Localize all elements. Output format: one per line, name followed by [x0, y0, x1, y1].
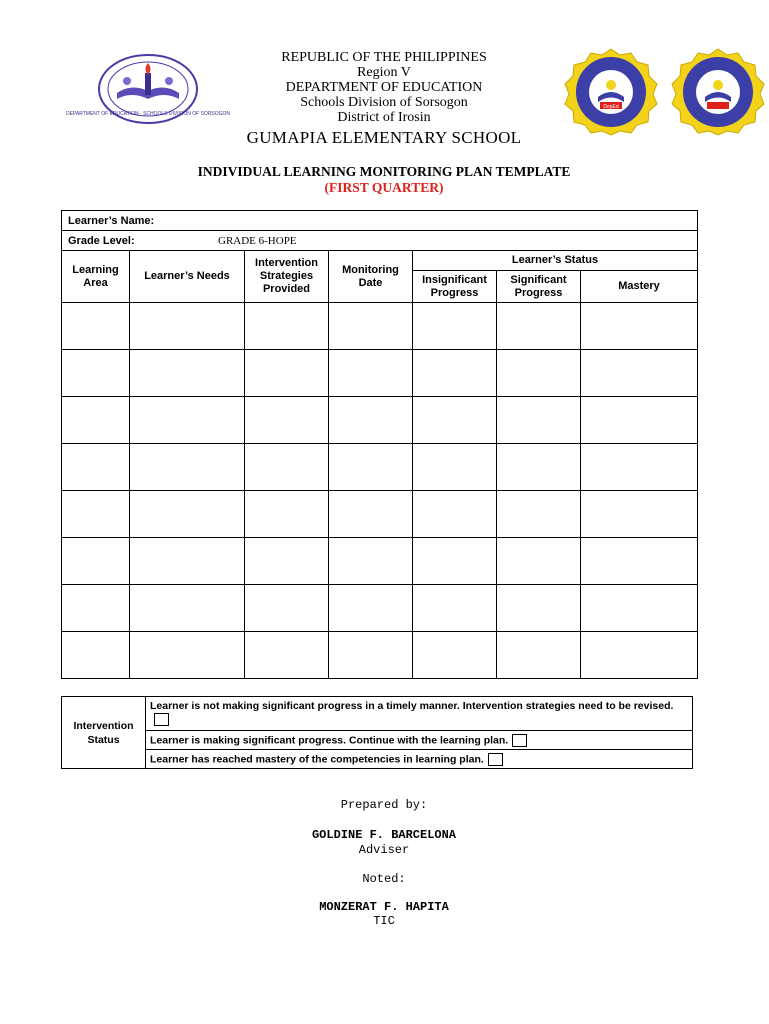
status-option-mastery[interactable]: [146, 750, 693, 769]
table-cell[interactable]: [245, 585, 329, 632]
table-cell[interactable]: [497, 397, 581, 444]
header-republic: REPUBLIC OF THE PHILIPPINES: [281, 50, 487, 65]
monitoring-table: [61, 210, 698, 679]
table-cell[interactable]: [497, 491, 581, 538]
table-cell[interactable]: [245, 303, 329, 350]
prepared-by-label: Prepared by:: [340, 798, 428, 812]
table-cell[interactable]: [413, 585, 497, 632]
table-cell[interactable]: [581, 350, 698, 397]
col-learners-status: Learner’s Status: [413, 251, 698, 271]
table-cell[interactable]: [62, 303, 130, 350]
table-cell[interactable]: [497, 444, 581, 491]
school-name: GUMAPIA ELEMENTARY SCHOOL: [246, 128, 522, 147]
table-cell[interactable]: [62, 585, 130, 632]
table-cell[interactable]: [581, 303, 698, 350]
status-option-mastery-text: Learner has reached mastery of the competencies in learning plan.: [150, 752, 484, 765]
table-cell[interactable]: [62, 444, 130, 491]
col-intervention-strategies: Intervention Strategies Provided: [245, 251, 329, 303]
table-cell[interactable]: [329, 397, 413, 444]
table-cell[interactable]: [130, 350, 245, 397]
title-main: INDIVIDUAL LEARNING MONITORING PLAN TEMPLATE: [197, 164, 571, 179]
status-option-revise[interactable]: [146, 697, 693, 731]
school-seal-inner-text: DepEd: [603, 104, 619, 110]
learner-name-label: Learner’s Name:: [68, 214, 155, 227]
table-cell[interactable]: [62, 350, 130, 397]
table-row: [62, 585, 698, 632]
status-option-continue-text: Learner is making significant progress. Continue with the learning plan.: [150, 733, 509, 746]
grade-level-row: [62, 231, 698, 251]
table-cell[interactable]: [413, 444, 497, 491]
table-cell[interactable]: [329, 585, 413, 632]
table-cell[interactable]: [581, 538, 698, 585]
table-row: [62, 632, 698, 679]
title-quarter: (FIRST QUARTER): [324, 180, 444, 195]
table-cell[interactable]: [329, 538, 413, 585]
table-cell[interactable]: [497, 350, 581, 397]
col-learners-needs: Learner’s Needs: [130, 251, 245, 303]
table-cell[interactable]: [245, 444, 329, 491]
table-cell[interactable]: [62, 397, 130, 444]
table-row: [62, 397, 698, 444]
status-option-continue[interactable]: [146, 731, 693, 750]
noter-role: TIC: [373, 914, 395, 928]
table-cell[interactable]: [329, 491, 413, 538]
col-significant-progress: Significant Progress: [497, 271, 581, 303]
noter-name: MONZERAT F. HAPITA: [319, 900, 449, 914]
table-cell[interactable]: [413, 538, 497, 585]
table-cell[interactable]: [581, 444, 698, 491]
table-cell[interactable]: [130, 303, 245, 350]
learner-name-row[interactable]: [62, 211, 698, 231]
table-cell[interactable]: [413, 632, 497, 679]
status-option-revise-text: Learner is not making significant progress in a timely manner. Intervention strategies need to be revised.: [150, 700, 674, 713]
status-checkbox-continue[interactable]: [512, 734, 527, 747]
grade-level-value: GRADE 6-HOPE: [218, 234, 297, 247]
table-cell[interactable]: [62, 491, 130, 538]
header-region: Region V: [357, 65, 411, 80]
table-cell[interactable]: [245, 538, 329, 585]
table-cell[interactable]: [497, 538, 581, 585]
preparer-role: Adviser: [358, 843, 410, 857]
col-mastery: Mastery: [581, 271, 698, 303]
table-cell[interactable]: [413, 303, 497, 350]
table-cell[interactable]: [329, 350, 413, 397]
table-cell[interactable]: [581, 491, 698, 538]
table-cell[interactable]: [329, 632, 413, 679]
table-cell[interactable]: [413, 491, 497, 538]
table-cell[interactable]: [130, 397, 245, 444]
document-title: [0, 164, 768, 196]
table-cell[interactable]: [497, 303, 581, 350]
table-row: [62, 491, 698, 538]
table-row: [62, 350, 698, 397]
table-cell[interactable]: [245, 350, 329, 397]
col-insignificant-progress: Insignificant Progress: [413, 271, 497, 303]
table-cell[interactable]: [497, 585, 581, 632]
table-cell[interactable]: [130, 538, 245, 585]
table-cell[interactable]: [130, 491, 245, 538]
col-monitoring-date: Monitoring Date: [329, 251, 413, 303]
grade-level-label: Grade Level:: [68, 234, 135, 247]
table-cell[interactable]: [413, 397, 497, 444]
deped-seal-text: DEPARTMENT OF EDUCATION · SCHOOLS DIVISION OF SORSOGON: [65, 111, 231, 117]
header-district: District of Irosin: [337, 110, 431, 125]
status-checkbox-revise[interactable]: [154, 713, 169, 726]
table-cell[interactable]: [130, 632, 245, 679]
noted-label: Noted:: [362, 872, 406, 886]
table-cell[interactable]: [245, 491, 329, 538]
header-division: Schools Division of Sorsogon: [300, 95, 468, 110]
monitoring-rows: [62, 303, 698, 679]
table-cell[interactable]: [62, 632, 130, 679]
table-cell[interactable]: [581, 632, 698, 679]
table-row: [62, 538, 698, 585]
header-department: DEPARTMENT OF EDUCATION: [285, 80, 483, 95]
table-cell[interactable]: [497, 632, 581, 679]
table-cell[interactable]: [62, 538, 130, 585]
intervention-status-table: [61, 696, 693, 769]
table-cell[interactable]: [413, 350, 497, 397]
letterhead: [0, 50, 768, 149]
table-cell[interactable]: [130, 585, 245, 632]
table-cell[interactable]: [329, 444, 413, 491]
table-cell[interactable]: [245, 397, 329, 444]
table-cell[interactable]: [245, 632, 329, 679]
table-cell[interactable]: [329, 303, 413, 350]
table-row: [62, 444, 698, 491]
intervention-status-label: Intervention Status: [62, 697, 146, 769]
table-cell[interactable]: [581, 397, 698, 444]
table-cell[interactable]: [130, 444, 245, 491]
preparer-name: GOLDINE F. BARCELONA: [311, 828, 457, 842]
col-learning-area: Learning Area: [62, 251, 130, 303]
table-row: [62, 303, 698, 350]
table-cell[interactable]: [581, 585, 698, 632]
status-checkbox-mastery[interactable]: [488, 753, 503, 766]
